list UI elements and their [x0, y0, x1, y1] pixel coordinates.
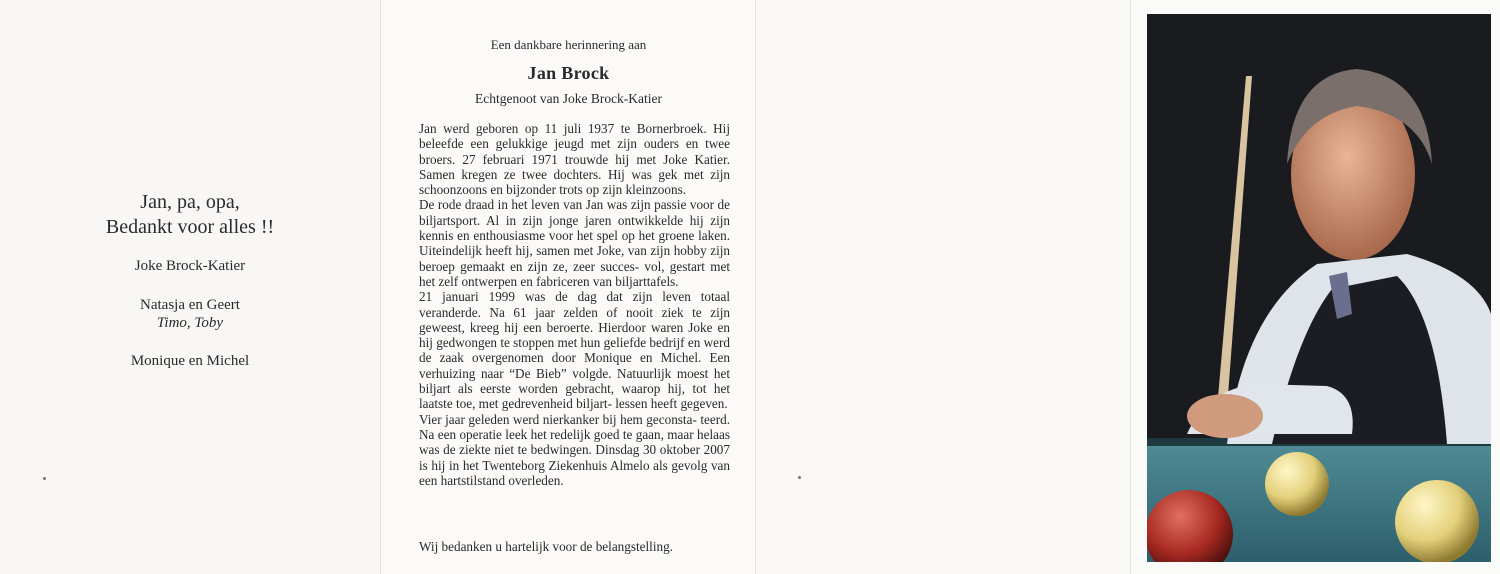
- family-name-spouse: Joke Brock-Katier: [134, 258, 246, 274]
- family-name-daughter-2: Monique en Michel: [130, 353, 250, 369]
- family-name-daughter-1: Natasja en Geert: [140, 297, 240, 313]
- intro-text: Een dankbare herinnering aan: [490, 37, 647, 52]
- photo-card-panel: [1130, 0, 1500, 574]
- bio-paragraph: 21 januari 1999 was de dag dat zijn leven totaal veranderde. Na 61 jaar zelden of nooit ziek te zijn geweest, kreeg hij een beroerte. Hierdoor waren Joke en hij gedwongen te stoppen met hun geliefde bedrijf en werd de zaak overgenomen door Monique en Michel. Een verhuizing naar “De Bieb” volgde. Natuurlijk moest het biljart als eerste worden gebracht, waarop hij, tot het laatste toe, met gedrevenheid biljart- lessen heeft gegeven.: [419, 289, 730, 412]
- thanks-line: Wij bedanken u hartelijk voor de belangstelling.: [419, 539, 673, 554]
- bio-paragraph: De rode draad in het leven van Jan was zijn passie voor de biljartsport. Al in zijn jonge jaren ontwikkelde hij zijn kennis en enthousiasme voor het spel op het groene laken. Uiteindelijk heeft hij, samen met Joke, van zijn hobby zijn beroep gemaakt en zijn ze, zeer succes- vol, gestart met het zelf ontwerpen en fabriceren van biljarttafels.: [419, 197, 730, 289]
- greeting-line-2: Bedankt voor alles !!: [105, 216, 275, 238]
- subtitle: Echtgenoot van Joke Brock-Katier: [474, 91, 663, 106]
- speck-mark: [798, 476, 801, 479]
- deceased-name: Jan Brock: [527, 63, 610, 83]
- left-card-panel: [0, 0, 380, 574]
- blank-card-panel: [755, 0, 1130, 574]
- portrait-photo-icon: [1147, 14, 1491, 562]
- bio-paragraph: Vier jaar geleden werd nierkanker bij hem geconsta- teerd. Na een operatie leek het redelijk goed te gaan, maar helaas was de ziekte niet te bedwingen. Dinsdag 30 oktober 2007 is hij in het Twenteborg Ziekenhuis Almelo als gevolg van een hartstilstand overleden.: [419, 411, 730, 488]
- family-name-grandchildren: Timo, Toby: [156, 315, 224, 331]
- center-card-panel: [380, 0, 755, 574]
- bio-paragraph: Jan werd geboren op 11 juli 1937 te Bornerbroek. Hij beleefde een gelukkige jeugd met zijn ouders en twee broers. 27 februari 1971 trouwde hij met Joke Katier. Samen kregen ze twee dochters. Hij was gek met zijn schoonzoons en bijzonder trots op zijn kleinzoons.: [419, 121, 730, 198]
- biography: [419, 121, 730, 488]
- speck-mark: [43, 477, 46, 480]
- greeting-line-1: Jan, pa, opa,: [140, 191, 240, 213]
